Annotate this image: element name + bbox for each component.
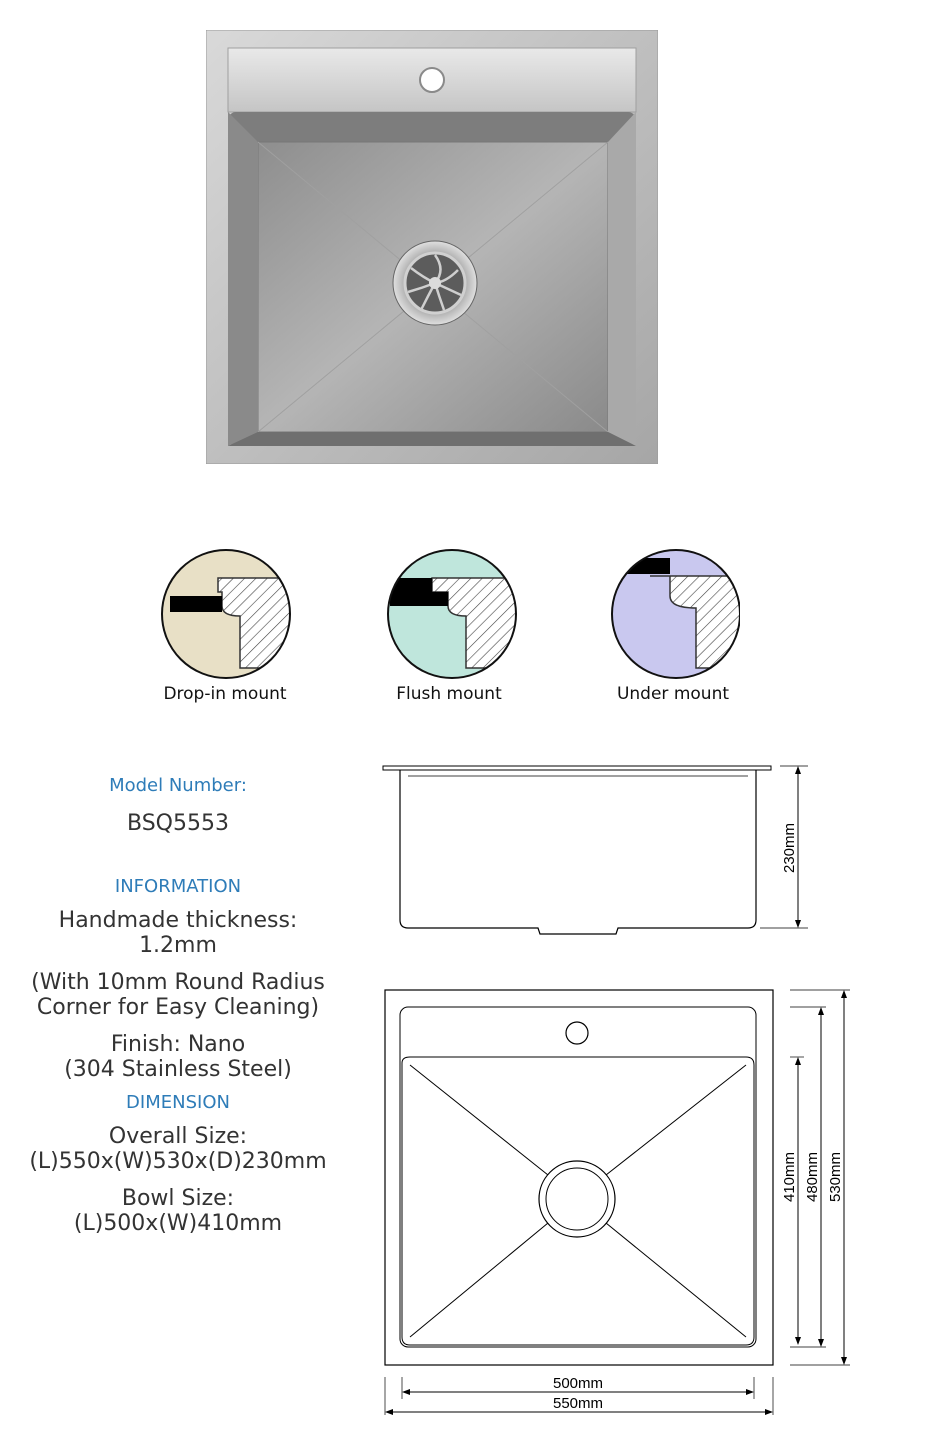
finish-line-2: (304 Stainless Steel) [64, 1057, 292, 1082]
flush-mount-icon [388, 550, 520, 678]
dimension-heading: DIMENSION [126, 1092, 230, 1113]
thickness-label: Handmade thickness: [58, 908, 298, 933]
thickness-value: 1.2mm [139, 933, 217, 958]
finish-line-1: Finish: Nano [110, 1032, 246, 1057]
depth-dim-label: 230mm [781, 822, 798, 874]
faucet-hole-drawing [566, 1022, 588, 1044]
bowl-width-dim-label: 410mm [781, 1151, 798, 1203]
overall-size-value: (L)550x(W)530x(D)230mm [29, 1149, 327, 1174]
flush-mount-label: Flush mount [396, 684, 502, 704]
drop-in-mount-label: Drop-in mount [163, 684, 287, 704]
top-view-drawing [380, 985, 860, 1425]
drain-strainer [393, 241, 477, 325]
model-number: BSQ5553 [127, 811, 229, 836]
overall-width-dim-label: 530mm [827, 1151, 844, 1203]
model-number-label: Model Number: [109, 775, 247, 796]
information-heading: INFORMATION [114, 876, 242, 897]
bowl-size-label: Bowl Size: [121, 1186, 235, 1211]
overall-size-label: Overall Size: [108, 1124, 248, 1149]
under-mount-label: Under mount [616, 684, 730, 704]
sink-product-photo [206, 30, 658, 464]
under-mount-icon [612, 550, 740, 678]
bowl-size-value: (L)500x(W)410mm [73, 1211, 283, 1236]
radius-line-2: Corner for Easy Cleaning) [36, 995, 320, 1020]
inner-width-dim-label: 480mm [804, 1151, 821, 1203]
drain-drawing [539, 1161, 615, 1237]
bowl-length-dim-label: 500mm [552, 1375, 604, 1392]
product-info [0, 775, 356, 1236]
drop-in-mount-icon [162, 550, 300, 678]
mounting-options [150, 548, 740, 723]
radius-line-1: (With 10mm Round Radius [31, 970, 325, 995]
overall-length-dim-label: 550mm [552, 1395, 604, 1412]
faucet-hole [420, 68, 444, 92]
side-view-drawing [380, 760, 820, 940]
